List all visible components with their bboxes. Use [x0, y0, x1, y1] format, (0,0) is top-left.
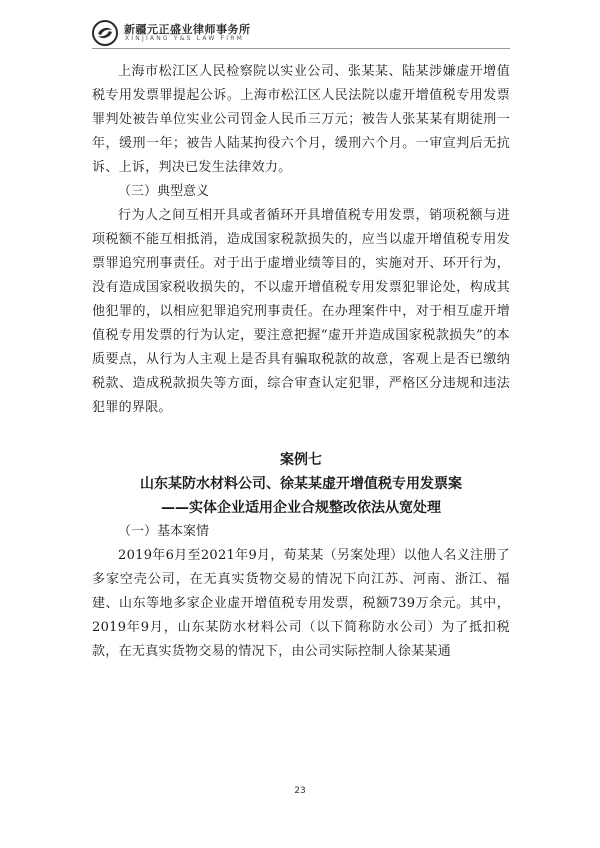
firm-logo-icon	[92, 20, 118, 46]
paragraph-verdict: 上海市松江区人民检察院以实业公司、张某某、陆某涉嫌虚开增值税专用发票罪提起公诉。上海市松江区人民法院以虚开增值税专用发票罪判处被告单位实业公司罚金人民币三万元；被告人张某某有期徒刑一年，缓刑一年；被告人陆某拘役六个月，缓刑六个月。一审宣判后无抗诉、上诉，判决已发生法律效力。	[92, 64, 510, 175]
page-header	[92, 20, 512, 48]
header-divider	[92, 48, 510, 49]
firm-name-en: XINJIANG Y&S LAW FIRM	[125, 35, 244, 42]
case-number: 案例七	[280, 452, 322, 468]
section-heading-significance: （三）典型意义	[118, 184, 210, 199]
paragraph-significance: 行为人之间互相开具或者循环开具增值税专用发票，销项税额与进项税额不能互相抵消，造成国家税款损失的，应当以虚开增值税专用发票罪追究刑事责任。对于出于虚增业绩等目的，实施对开、环开行为，没有造成国家税收损失的，不以虚开增值税专用发票犯罪论处，构成其他犯罪的，以相应犯罪追究刑事责任。在办理案件中，对于相互虚开增值税专用发票的行为认定，要注意把握“虚开并造成国家税款损失”的本质要点，从行为人主观上是否具有骗取税款的故意，客观上是否已缴纳税款、造成税款损失等方面，综合审查认定犯罪，严格区分违规和违法犯罪的界限。	[92, 208, 510, 415]
section-heading-basic-facts: （一）基本案情	[118, 524, 210, 539]
page-number: 23	[294, 786, 306, 796]
case-subtitle: ——实体企业适用企业合规整改依法从宽处理	[161, 500, 441, 516]
case-title: 山东某防水材料公司、徐某某虚开增值税专用发票案	[140, 476, 462, 492]
spacer	[92, 420, 510, 448]
document-body	[92, 60, 510, 664]
paragraph-basic-facts: 2019年6月至2021年9月，荀某某（另案处理）以他人名义注册了多家空壳公司，在无真实货物交易的情况下向江苏、河南、浙江、福建、山东等地多家企业虚开增值税专用发票，税额739万余元。其中，2019年9月，山东某防水材料公司（以下简称防水公司）为了抵扣税款，在无真实货物交易的情况下，由公司实际控制人徐某某通	[92, 548, 510, 659]
firm-name-cn: 新疆元正盛业律师事务所	[124, 23, 251, 36]
